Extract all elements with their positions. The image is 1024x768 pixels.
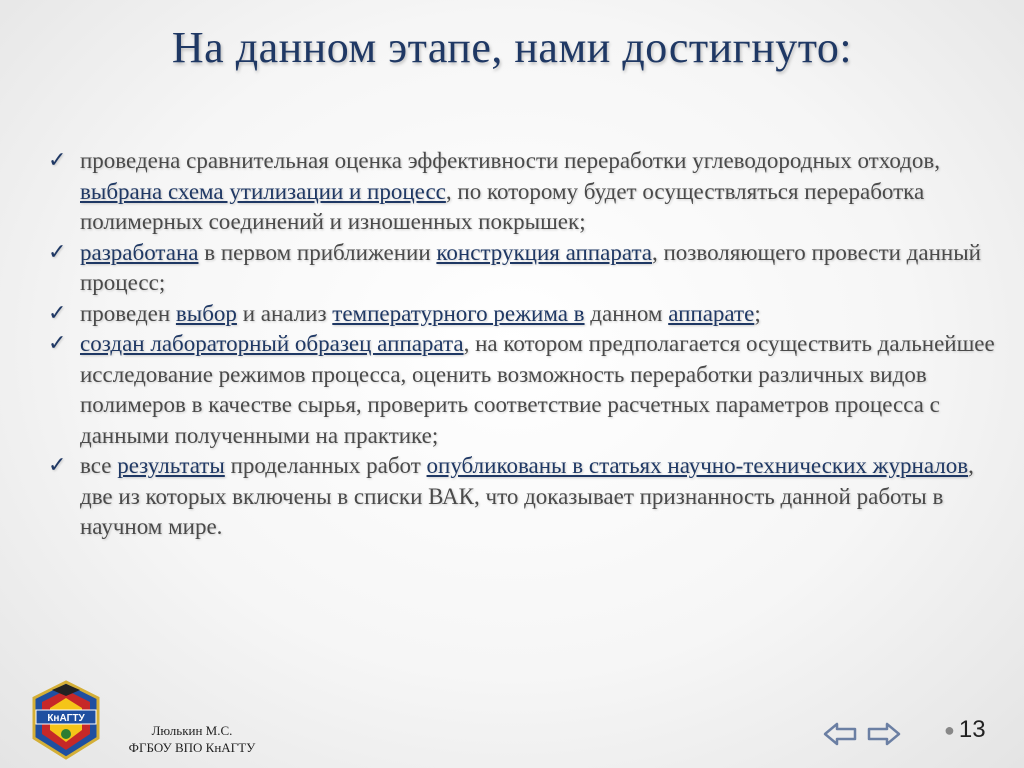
text-run: , две из которых включены в списки ВАК, что доказывает признанность данной работы в научном мире. (80, 453, 974, 539)
text-run: проделанных работ (224, 453, 427, 478)
author-name: Люлькин М.С. (151, 723, 233, 738)
check-icon: ✓ (48, 300, 67, 326)
list-item (48, 238, 998, 299)
emphasized-text: выбрана схема утилизации и процесс (80, 178, 446, 204)
text-run: все (80, 453, 118, 478)
emphasized-text: разработана (80, 239, 199, 265)
organization-name: ФГБОУ ВПО КнАГТУ (128, 740, 256, 755)
text-run: , позволяющего провести данный процесс; (80, 239, 981, 295)
text-run: данном (584, 300, 669, 326)
check-icon: ✓ (48, 239, 67, 265)
list-item (48, 451, 998, 543)
text-run: и анализ (236, 300, 333, 326)
university-logo (30, 680, 102, 760)
page-number-value: 13 (958, 716, 986, 743)
slide-navigation (822, 716, 902, 752)
text-run: , на котором предполагается осуществить дальнейшее исследование режимов процесса, оценить возможность переработки различных видов полимеров в качестве сырья, проверить соответствие расчетных параметров процесса с данными полученными на практике; (80, 331, 995, 448)
logo-text: КнАГТУ (47, 713, 85, 724)
list-item (48, 329, 998, 451)
emphasized-text: создан лабораторный образец аппарата (80, 331, 464, 356)
text-run: проведена сравнительная оценка эффективности переработки углеводородных отходов, (80, 148, 940, 173)
check-icon: ✓ (48, 148, 67, 173)
list-item (48, 146, 998, 238)
text-run: в первом приближении (198, 239, 437, 265)
text-run: ; (754, 300, 761, 326)
list-item (48, 299, 998, 330)
arrow-left-icon[interactable] (822, 716, 858, 752)
arrow-right-icon[interactable] (866, 716, 902, 752)
emphasized-text: результаты (117, 453, 225, 478)
text-run: , по которому будет осуществляться переработка полимерных соединений и изношенных покрышек; (80, 178, 925, 234)
emphasized-text: конструкция аппарата (436, 239, 652, 265)
emphasized-text: опубликованы в статьях научно-технических журналов (426, 453, 969, 478)
emphasized-text: выбор (175, 300, 237, 326)
slide-title: На данном этапе, нами достигнуто: (171, 23, 853, 72)
text-run: проведен (80, 300, 176, 326)
page-number (944, 716, 986, 744)
emphasized-text: аппарате (668, 300, 755, 326)
check-icon: ✓ (48, 453, 67, 478)
emphasized-text: температурного режима в (332, 300, 585, 326)
achievement-list (48, 146, 998, 543)
bullet-dot-icon: ● (944, 720, 955, 741)
check-icon: ✓ (48, 331, 67, 356)
footer-author-block (112, 722, 272, 756)
